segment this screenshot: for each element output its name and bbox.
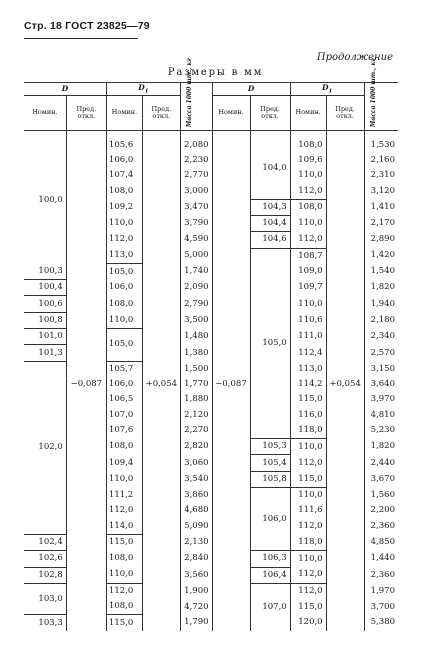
- header-tolerance: Пред. откл.: [66, 95, 106, 130]
- mass-cell: 3,500: [180, 312, 212, 328]
- header-tolerance: Пред. откл.: [142, 95, 180, 130]
- group-header-d1: $D_1$: [106, 83, 180, 96]
- mass-cell: 5,000: [180, 248, 212, 264]
- nominal-d1-cell: 112,0: [290, 183, 326, 199]
- nominal-d1-cell: 108,7: [290, 248, 326, 264]
- nominal-d1-cell: 108,0: [106, 439, 142, 455]
- nominal-d1-cell: 109,2: [106, 199, 142, 215]
- header-tolerance: Пред. откл.: [250, 95, 290, 130]
- mass-cell: 2,130: [180, 534, 212, 550]
- mass-cell: 2,170: [370, 218, 395, 229]
- nominal-d-cell: 100,3: [24, 264, 66, 280]
- mass-cell: 1,420: [370, 250, 395, 261]
- mass-cell: 4,810: [370, 409, 395, 420]
- mass-cell: 1,540: [370, 266, 395, 277]
- mass-cell: 3,540: [180, 471, 212, 487]
- nominal-d1-cell: 108,0: [290, 199, 326, 215]
- nominal-d1-cell: 108,0: [290, 138, 326, 153]
- nominal-d1-cell: 106,0: [106, 153, 142, 168]
- nominal-d1-cell: 113,0: [290, 361, 326, 377]
- header-mass: Масса 1000 шт., кг: [180, 83, 212, 131]
- mass-cell: 4,850: [370, 537, 395, 548]
- nominal-d-cell: 100,4: [24, 280, 66, 296]
- mass-cell: 5,380: [370, 617, 395, 628]
- mass-cell: 4,680: [180, 503, 212, 518]
- units-caption: Размеры в мм: [167, 67, 264, 78]
- nominal-d1-cell: 107,6: [106, 423, 142, 439]
- nominal-d-cell: 107,0: [250, 583, 290, 630]
- mass-cell: 4,590: [180, 232, 212, 248]
- nominal-d1-cell: 109,0: [290, 264, 326, 280]
- mass-cell: 5,090: [180, 519, 212, 535]
- nominal-d1-cell: 108,0: [106, 296, 142, 312]
- tolerance-d1-cell: +0,054: [142, 138, 180, 631]
- header-mass: Масса 1000 шт., кг: [364, 83, 398, 131]
- mass-cell: 2,230: [180, 153, 212, 168]
- mass-cell: 2,790: [180, 296, 212, 312]
- mass-cell: 3,700: [370, 601, 395, 612]
- nominal-d1-cell: 115,0: [290, 471, 326, 487]
- mass-cell: 3,670: [370, 473, 395, 484]
- nominal-d-cell: 100,6: [24, 296, 66, 312]
- nominal-d1-cell: 107,4: [106, 168, 142, 183]
- mass-cell: 2,570: [370, 347, 395, 358]
- nominal-d-cell: 104,6: [250, 232, 290, 248]
- group-header-d: D: [24, 83, 106, 96]
- nominal-d-cell: 106,0: [250, 488, 290, 551]
- nominal-d1-cell: 110,0: [290, 439, 326, 455]
- mass-cell: 2,310: [370, 170, 395, 181]
- mass-cell: 3,060: [180, 455, 212, 471]
- nominal-d1-cell: 118,0: [290, 534, 326, 550]
- mass-cell: 1,900: [180, 583, 212, 599]
- mass-cell: 2,770: [180, 168, 212, 183]
- header-nominal: Номин.: [24, 95, 66, 130]
- nominal-d1-cell: 111,2: [106, 488, 142, 504]
- mass-cell: 3,970: [370, 394, 395, 405]
- mass-cell: 2,270: [180, 423, 212, 439]
- nominal-d1-cell: 112,0: [290, 567, 326, 583]
- table-row: [24, 138, 398, 153]
- nominal-d-cell: 104,3: [250, 199, 290, 215]
- mass-cell: 3,560: [180, 567, 212, 583]
- nominal-d1-cell: 105,6: [106, 138, 142, 153]
- mass-cell: 2,080: [180, 138, 212, 153]
- mass-cell: 2,180: [370, 314, 395, 325]
- nominal-d1-cell: 115,0: [106, 615, 142, 631]
- mass-cell: 1,820: [370, 441, 395, 452]
- nominal-d1-cell: 114,0: [106, 519, 142, 535]
- mass-cell: 1,970: [370, 585, 395, 596]
- nominal-d-cell: 105,3: [250, 439, 290, 455]
- mass-cell: 1,380: [180, 345, 212, 361]
- nominal-d1-cell: 115,0: [290, 392, 326, 407]
- nominal-d1-cell: 110,0: [290, 215, 326, 231]
- nominal-d1-cell: 110,0: [290, 551, 326, 567]
- mass-cell: 2,440: [370, 457, 395, 468]
- nominal-d1-cell: 120,0: [290, 615, 326, 631]
- nominal-d1-cell: 110,0: [290, 488, 326, 504]
- mass-cell: 1,740: [180, 264, 212, 280]
- nominal-d-cell: 102,8: [24, 567, 66, 583]
- nominal-d1-cell: 106,0: [106, 280, 142, 296]
- mass-cell: 5,230: [370, 425, 395, 436]
- nominal-d-cell: 105,4: [250, 455, 290, 471]
- mass-cell: 1,500: [180, 361, 212, 377]
- nominal-d1-cell: 110,0: [106, 215, 142, 231]
- mass-cell: 3,790: [180, 215, 212, 231]
- nominal-d-cell: 100,0: [24, 138, 66, 264]
- mass-cell: 1,440: [370, 553, 395, 564]
- mass-cell: 2,890: [370, 234, 395, 245]
- mass-cell: 2,840: [180, 551, 212, 567]
- nominal-d1-cell: 111,6: [290, 503, 326, 518]
- mass-cell: 3,640: [370, 379, 395, 390]
- mass-cell: 2,160: [370, 154, 395, 165]
- nominal-d-cell: 100,8: [24, 312, 66, 328]
- mass-cell: 1,770: [180, 377, 212, 392]
- nominal-d1-cell: 112,0: [106, 232, 142, 248]
- nominal-d1-cell: 112,0: [106, 583, 142, 599]
- nominal-d1-cell: 106,5: [106, 392, 142, 407]
- nominal-d1-cell: 108,0: [106, 551, 142, 567]
- nominal-d1-cell: 112,4: [290, 345, 326, 361]
- page-header: Стр. 18 ГОСТ 23825—79: [24, 20, 150, 32]
- nominal-d-cell: 104,4: [250, 215, 290, 231]
- nominal-d1-cell: 110,0: [106, 567, 142, 583]
- mass-cell: 1,480: [180, 329, 212, 345]
- header-rule: [24, 38, 138, 39]
- nominal-d1-cell: 116,0: [290, 408, 326, 423]
- mass-cell: 2,200: [370, 505, 395, 516]
- mass-cell: 3,000: [180, 183, 212, 199]
- continuation-label: Продолжение: [316, 52, 393, 63]
- mass-cell: 3,150: [370, 363, 395, 374]
- tolerance-d-cell: −0,087: [212, 138, 250, 631]
- mass-cell: 2,360: [370, 521, 395, 532]
- mass-cell: 2,120: [180, 408, 212, 423]
- nominal-d1-cell: 115,0: [106, 534, 142, 550]
- mass-cell: 2,090: [180, 280, 212, 296]
- nominal-d1-cell: 108,0: [106, 599, 142, 615]
- nominal-d-cell: 106,3: [250, 551, 290, 567]
- mass-cell: 1,530: [370, 139, 395, 150]
- nominal-d-cell: 102,0: [24, 361, 66, 534]
- mass-cell: 1,560: [370, 489, 395, 500]
- mass-cell: 1,880: [180, 392, 212, 407]
- mass-cell: 2,340: [370, 331, 395, 342]
- nominal-d1-cell: 105,7: [106, 361, 142, 377]
- nominal-d1-cell: 109,6: [290, 153, 326, 168]
- nominal-d-cell: 101,3: [24, 345, 66, 361]
- nominal-d1-cell: 118,0: [290, 423, 326, 439]
- mass-cell: 3,120: [370, 185, 395, 196]
- header-nominal: Номин.: [106, 95, 142, 130]
- nominal-d-cell: 101,0: [24, 329, 66, 345]
- mass-cell: 1,820: [370, 282, 395, 293]
- mass-cell: 2,360: [370, 569, 395, 580]
- mass-cell: 2,820: [180, 439, 212, 455]
- nominal-d1-cell: 109,7: [290, 280, 326, 296]
- nominal-d1-cell: 113,0: [106, 248, 142, 264]
- nominal-d1-cell: 107,0: [106, 408, 142, 423]
- nominal-d1-cell: 106,0: [106, 377, 142, 392]
- header-nominal: Номин.: [212, 95, 250, 130]
- nominal-d1-cell: 110,6: [290, 312, 326, 328]
- group-header-d: D: [212, 83, 290, 96]
- nominal-d1-cell: 111,0: [290, 329, 326, 345]
- nominal-d1-cell: 110,0: [106, 471, 142, 487]
- nominal-d1-cell: 110,0: [290, 168, 326, 183]
- nominal-d1-cell: 109,4: [106, 455, 142, 471]
- nominal-d1-cell: 114,2: [290, 377, 326, 392]
- mass-cell: 1,410: [370, 201, 395, 212]
- mass-cell: 3,860: [180, 488, 212, 504]
- nominal-d1-cell: 112,0: [290, 232, 326, 248]
- mass-cell: 4,720: [180, 599, 212, 615]
- mass-cell: 1,790: [180, 615, 212, 631]
- tolerance-d-cell: −0,087: [66, 138, 106, 631]
- nominal-d-cell: 102,4: [24, 534, 66, 550]
- nominal-d1-cell: 110,0: [290, 296, 326, 312]
- nominal-d1-cell: 112,0: [290, 583, 326, 599]
- nominal-d-cell: 105,8: [250, 471, 290, 487]
- group-header-d1: $D_1$: [290, 83, 364, 96]
- nominal-d1-cell: 115,0: [290, 599, 326, 615]
- nominal-d1-cell: 105,0: [106, 264, 142, 280]
- nominal-d1-cell: 108,0: [106, 183, 142, 199]
- mass-cell: 1,940: [370, 298, 395, 309]
- header-tolerance: Пред. откл.: [326, 95, 364, 130]
- nominal-d-cell: 105,0: [250, 248, 290, 439]
- header-nominal: Номин.: [290, 95, 326, 130]
- nominal-d-cell: 102,6: [24, 551, 66, 567]
- mass-cell: 3,470: [180, 199, 212, 215]
- nominal-d1-cell: 110,0: [106, 312, 142, 328]
- nominal-d1-cell: 112,0: [290, 519, 326, 535]
- tolerance-d1-cell: +0,054: [326, 138, 364, 631]
- nominal-d-cell: 103,0: [24, 583, 66, 615]
- nominal-d1-cell: 105,0: [106, 329, 142, 362]
- nominal-d-cell: 106,4: [250, 567, 290, 583]
- nominal-d1-cell: 112,0: [290, 455, 326, 471]
- nominal-d1-cell: 112,0: [106, 503, 142, 518]
- nominal-d-cell: 104,0: [250, 138, 290, 200]
- nominal-d-cell: 103,3: [24, 615, 66, 631]
